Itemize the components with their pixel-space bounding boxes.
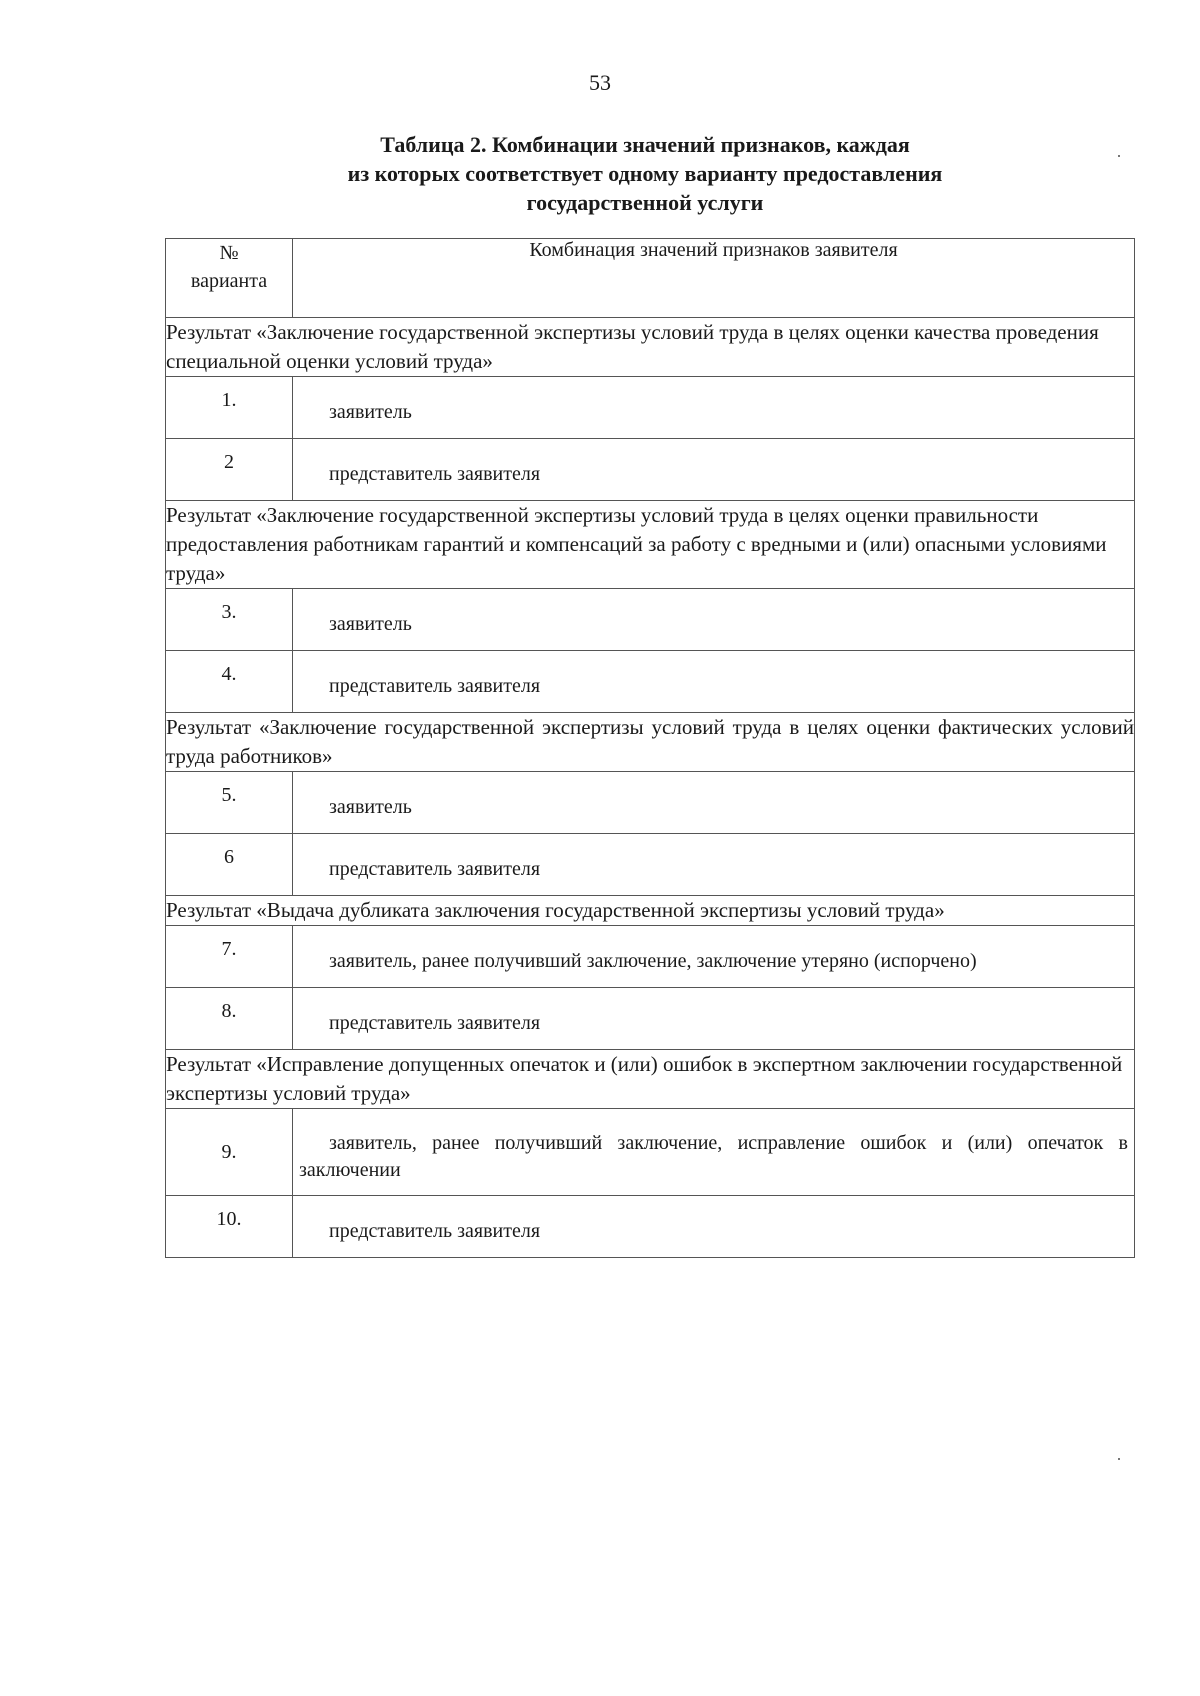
page-number: 53 [589,70,611,95]
applicant-combination: заявитель, ранее получивший заключение, исправление ошибок и (или) опечаток в заключении [293,1109,1135,1196]
result-label: Результат «Исправление допущенных опечаток и (или) ошибок в экспертном заключении государственной экспертизы условий труда» [166,1050,1135,1109]
result-row-3 [166,713,1135,772]
table-row [166,377,1135,439]
header-combination: Комбинация значений признаков заявителя [293,239,1135,318]
applicant-combination: представитель заявителя [293,1196,1135,1258]
header-variant-label: варианта [190,270,268,292]
result-row-1 [166,318,1135,377]
scan-speck [1118,155,1120,157]
applicant-combination: заявитель [293,772,1135,834]
table-row [166,1196,1135,1258]
result-row-5 [166,1050,1135,1109]
variant-number: 4. [166,651,293,713]
applicant-combination: представитель заявителя [293,439,1135,501]
table-row [166,1109,1135,1196]
variant-number: 7. [166,926,293,988]
table-row [166,651,1135,713]
table-row [166,834,1135,896]
applicant-combination: представитель заявителя [293,834,1135,896]
applicant-combination: заявитель, ранее получивший заключение, заключение утеряно (испорчено) [293,926,1135,988]
table-row [166,926,1135,988]
applicant-combination: представитель заявителя [293,988,1135,1050]
table-title [150,130,1140,217]
applicant-combination: заявитель [293,377,1135,439]
variant-number: 1. [166,377,293,439]
result-label: Результат «Заключение государственной экспертизы условий труда в целях оценки правильности предоставления работникам гарантий и компенсаций за работу с вредными и (или) опасными условиями труда» [166,501,1135,589]
header-variant-number [166,239,293,318]
scan-speck [1118,1458,1120,1460]
variant-number: 5. [166,772,293,834]
result-label: Результат «Заключение государственной экспертизы условий труда в целях оценки фактических условий труда работников» [166,713,1135,772]
table-row [166,589,1135,651]
result-row-4 [166,896,1135,926]
table-title-line-1: Таблица 2. Комбинации значений признаков, каждая [380,132,910,157]
table-row [166,772,1135,834]
header-number-sign: № [219,242,239,264]
variant-number: 8. [166,988,293,1050]
applicant-combination: заявитель [293,589,1135,651]
variant-number: 3. [166,589,293,651]
variant-number: 6 [166,834,293,896]
variant-number: 10. [166,1196,293,1258]
variants-table [165,238,1135,1258]
result-label: Результат «Выдача дубликата заключения государственной экспертизы условий труда» [166,896,1135,926]
result-label: Результат «Заключение государственной экспертизы условий труда в целях оценки качества проведения специальной оценки условий труда» [166,318,1135,377]
applicant-combination: представитель заявителя [293,651,1135,713]
table-row [166,439,1135,501]
table-header-row [166,239,1135,318]
variant-number: 2 [166,439,293,501]
table-row [166,988,1135,1050]
result-row-2 [166,501,1135,589]
variant-number: 9. [166,1109,293,1196]
table-title-line-2: из которых соответствует одному варианту предоставления [347,161,943,186]
table-title-line-3: государственной услуги [526,190,764,215]
